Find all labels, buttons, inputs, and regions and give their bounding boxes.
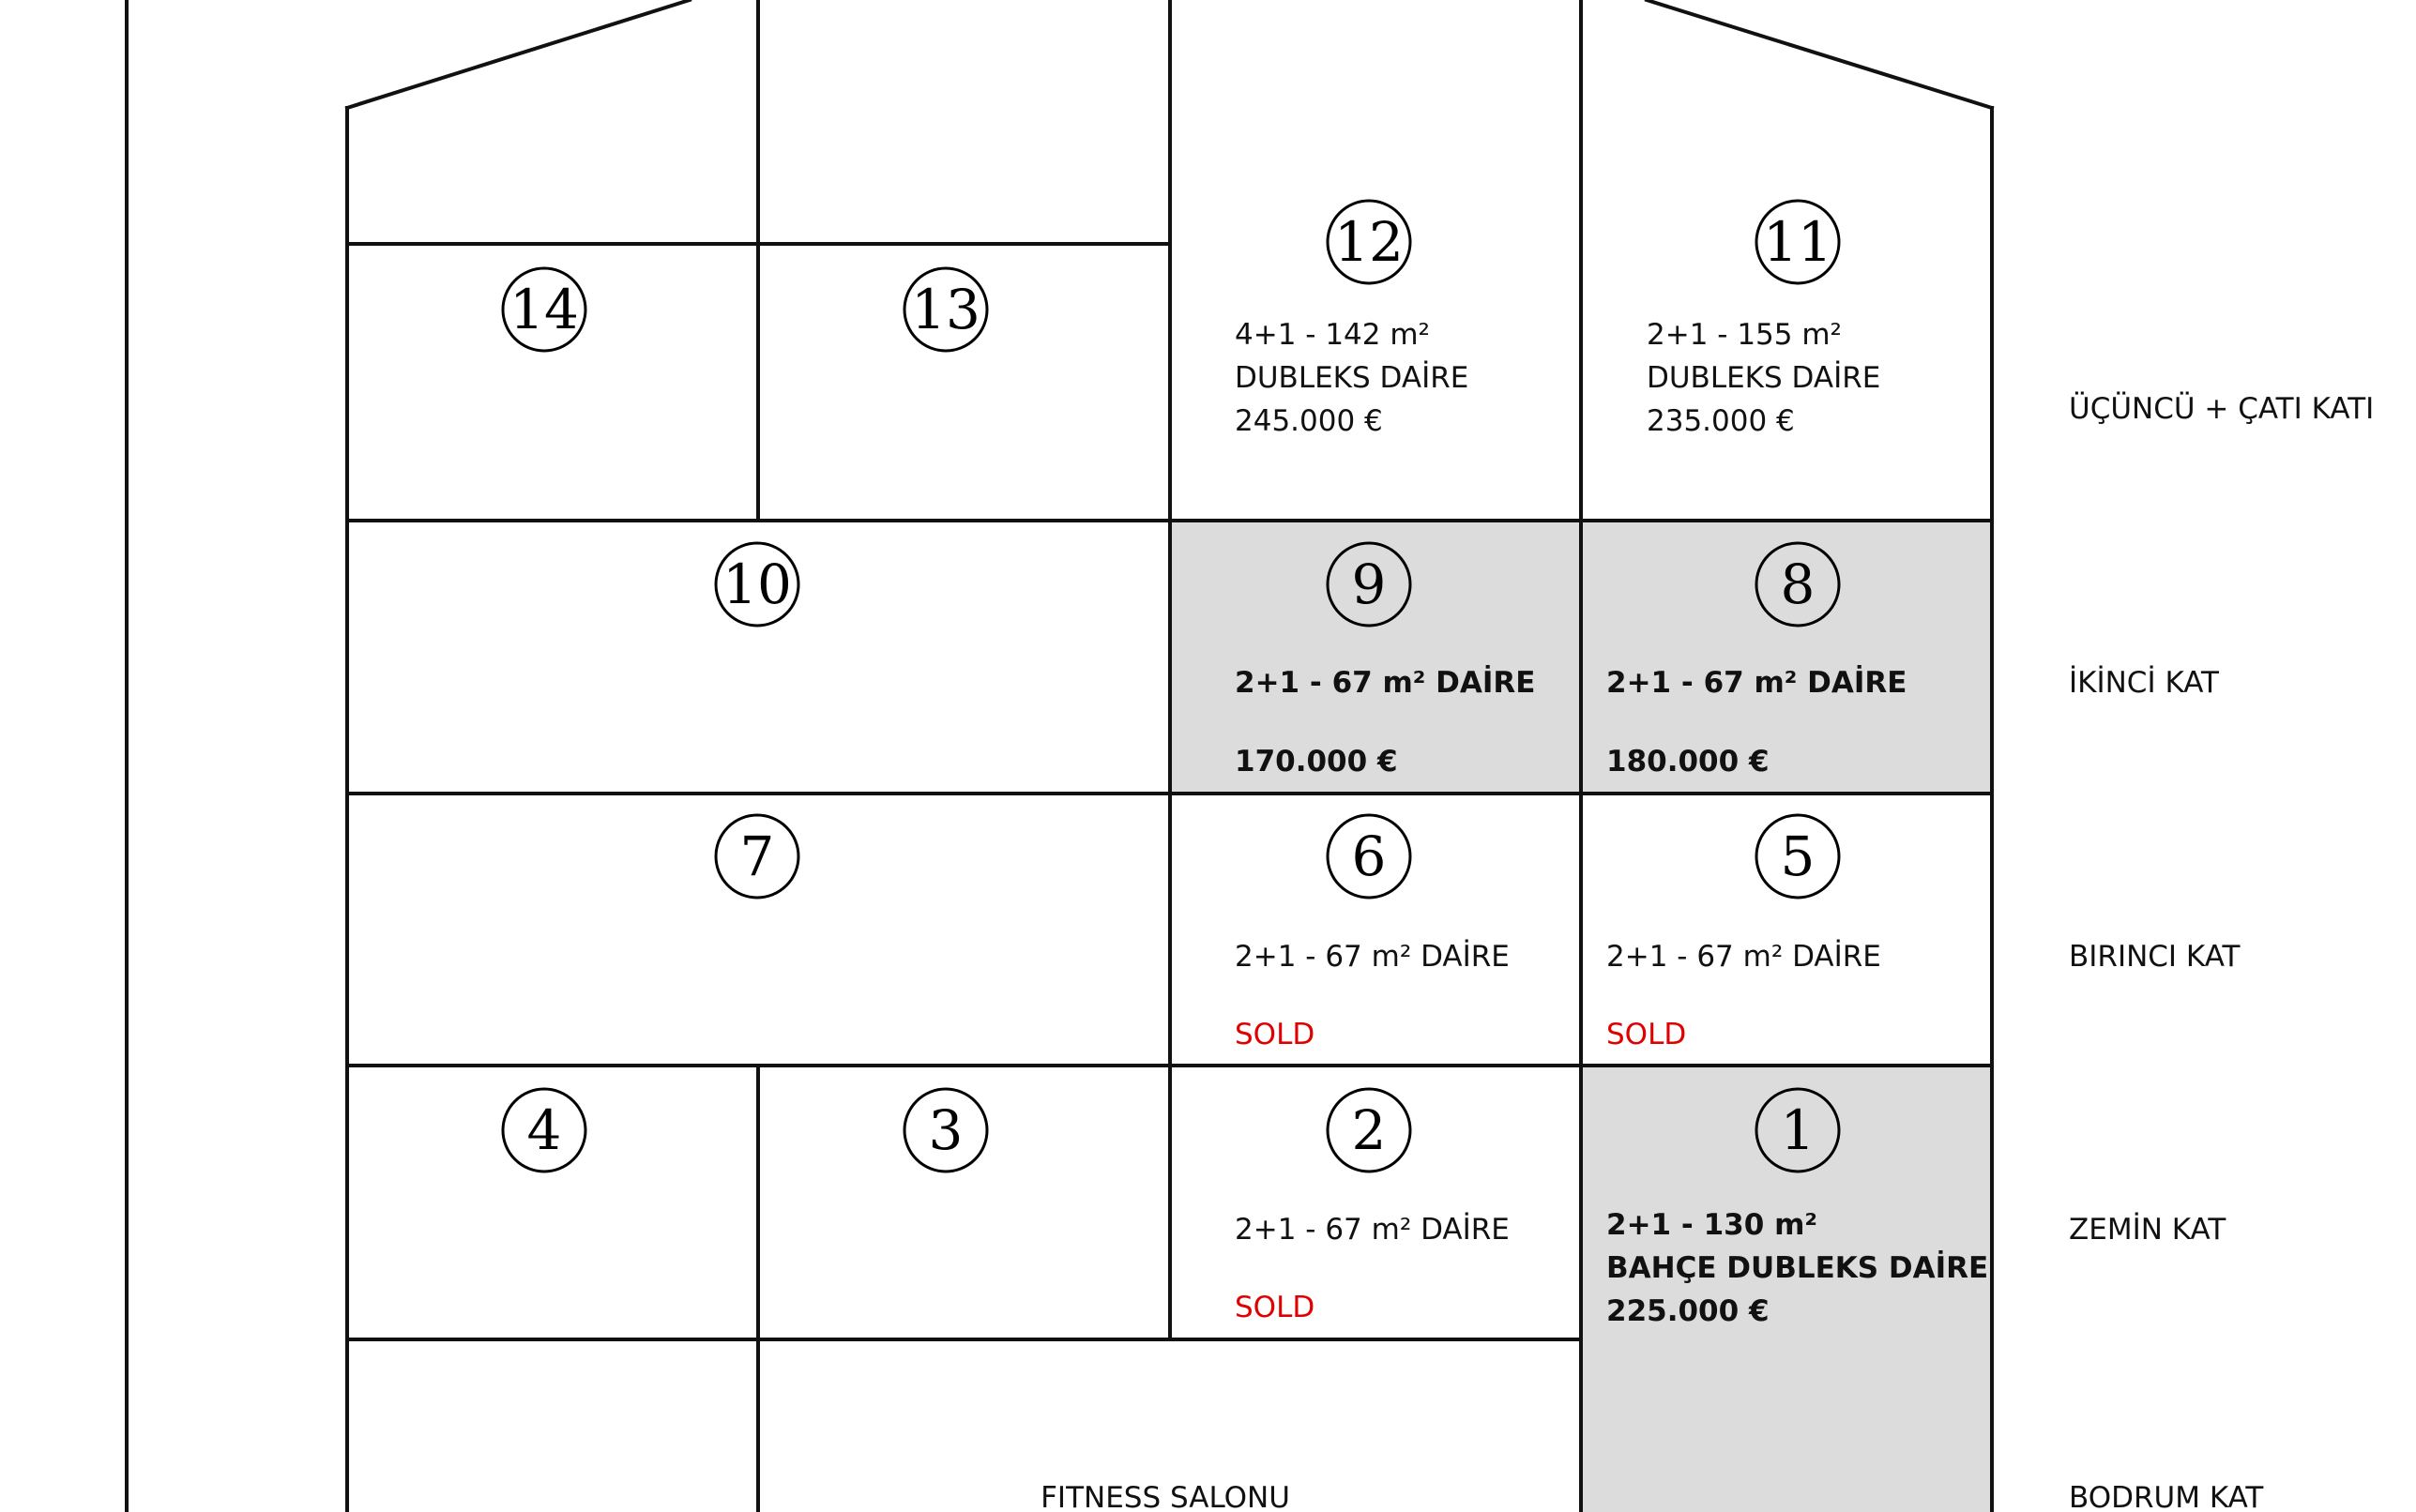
unit-7-number: 7 [739,824,775,888]
unit-11-price: 235.000 € [1647,404,1795,438]
floor-label-top: ÜÇÜNCÜ + ÇATI KATI [2069,392,2375,426]
floor-label-first: BIRINCI KAT [2069,940,2241,974]
floor-label-basement: BODRUM KAT [2069,1481,2264,1512]
unit-8-size: 2+1 - 67 m² DAİRE [1606,666,1907,700]
unit-12-size: 4+1 - 142 m² [1235,318,1430,352]
unit-1-size: 2+1 - 130 m² [1606,1208,1817,1242]
roof-right-slope [1647,0,1992,108]
unit-2-number: 2 [1351,1098,1387,1162]
unit-1-type: BAHÇE DUBLEKS DAİRE [1606,1251,1989,1285]
unit-12-number: 12 [1334,210,1404,274]
unit-8-price: 180.000 € [1606,745,1770,779]
fitness-room-label: FITNESS SALONU [1041,1481,1290,1512]
unit-6-number: 6 [1351,824,1387,888]
unit-2-status: SOLD [1235,1291,1315,1324]
unit-4-number: 4 [526,1098,562,1162]
unit-6-size: 2+1 - 67 m² DAİRE [1235,940,1510,974]
unit-5-size: 2+1 - 67 m² DAİRE [1606,940,1881,974]
unit-11-size: 2+1 - 155 m² [1647,318,1842,352]
roof-left-slope [347,0,690,108]
unit-2-size: 2+1 - 67 m² DAİRE [1235,1213,1510,1247]
unit-5-number: 5 [1780,824,1816,888]
unit-12-type: DUBLEKS DAİRE [1235,361,1469,395]
floor-label-second: İKİNCİ KAT [2069,666,2219,700]
unit-9-size: 2+1 - 67 m² DAİRE [1235,666,1536,700]
unit-1-number: 1 [1780,1098,1816,1162]
unit-11-type: DUBLEKS DAİRE [1647,361,1881,395]
floor-label-ground: ZEMİN KAT [2069,1213,2226,1247]
unit-14-number: 14 [509,278,579,341]
unit-3-number: 3 [928,1098,964,1162]
unit-6-status: SOLD [1235,1018,1315,1051]
unit-5-status: SOLD [1606,1018,1687,1051]
unit-12-price: 245.000 € [1235,404,1383,438]
unit-1-price: 225.000 € [1606,1294,1770,1328]
unit-13-number: 13 [911,278,980,341]
unit-10-number: 10 [722,552,792,616]
unit-9-number: 9 [1351,552,1387,616]
unit-9-price: 170.000 € [1235,745,1398,779]
unit-11-number: 11 [1763,210,1832,274]
unit-8-number: 8 [1780,552,1816,616]
